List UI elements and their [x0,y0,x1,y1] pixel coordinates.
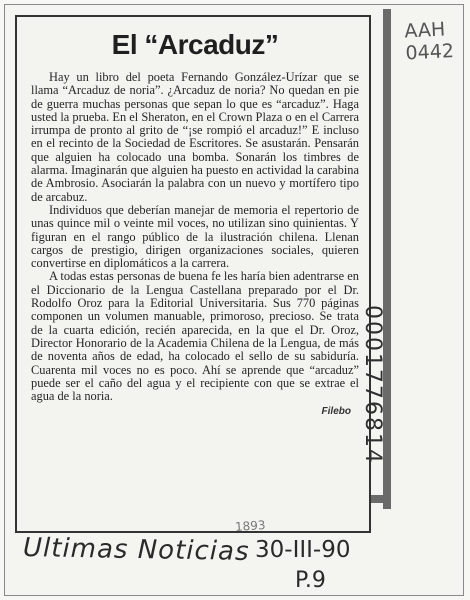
clipping-shadow-bottom [371,495,391,503]
newspaper-clipping [15,15,371,533]
date-note: 30-III-90 [255,537,351,563]
article-paragraph-3: A todas estas personas de buena fe les haría bien adentrarse en el Diccionario de la Lengua Castellana preparado por el Dr. Rodolfo Oroz para la Editorial Universitaria. Sus 770 páginas componen un volumen manuable, primoroso, precioso. Se trata de la cuarta edición, recién aparecida, en la que el Dr. Oroz, Director Honorario de la Academia Chilena de la Lengua, de más de noventa años de edad, ha colocado el sello de su sabiduría. Cuarenta mil voces no es poco. Ahí se aprende que “arcaduz” puede ser el caño del agua y el recipiente con que se extrae el agua de la noria. [31,269,359,404]
scanned-page [4,4,464,596]
year-note: 1893 [234,517,266,535]
source-note: Ultimas Noticias [22,533,250,567]
archive-code: AAH 0442 [403,18,455,65]
page-note: P.9 [295,568,326,593]
article-paragraph-1: Hay un libro del poeta Fernando González-Urízar que se llama “Arcaduz de noria”. ¿Arcaduz de noria? No quedan en pie de guerra muchas personas que sepan lo que es “arcaduz”. Haga usted la prueba. En el Sheraton, en el Crown Plaza o en el Carrera irrumpa de pronto al grito de “¡se rompió el arcaduz!” E incluso en el recinto de la Sociedad de Escritores. Se asustarán. Pensarán que alguien ha colocado una bomba. Sonarán los timbres de alarma. Imaginarán que alguien ha puesto en actividad la carabina de Ambrosio. Asociarán la palabra con un nuevo y mortífero tipo de arcabuz. [31,70,359,204]
article-body [31,71,359,403]
article-paragraph-2: Individuos que deberían manejar de memoria el repertorio de unas quince mil o veinte mil voces, no utilizan sino quinientas. Y figuran en el rango público de la ilustración chilena. Llenan cargos de prestigio, dirigen organizaciones sociales, quieren convertirse en diplomáticos a la carrera. [31,202,359,271]
article-signature: Filebo [321,406,351,418]
article-title: El “Arcaduz” [111,29,279,60]
vertical-catalog-number: 0001776814 [360,305,385,465]
